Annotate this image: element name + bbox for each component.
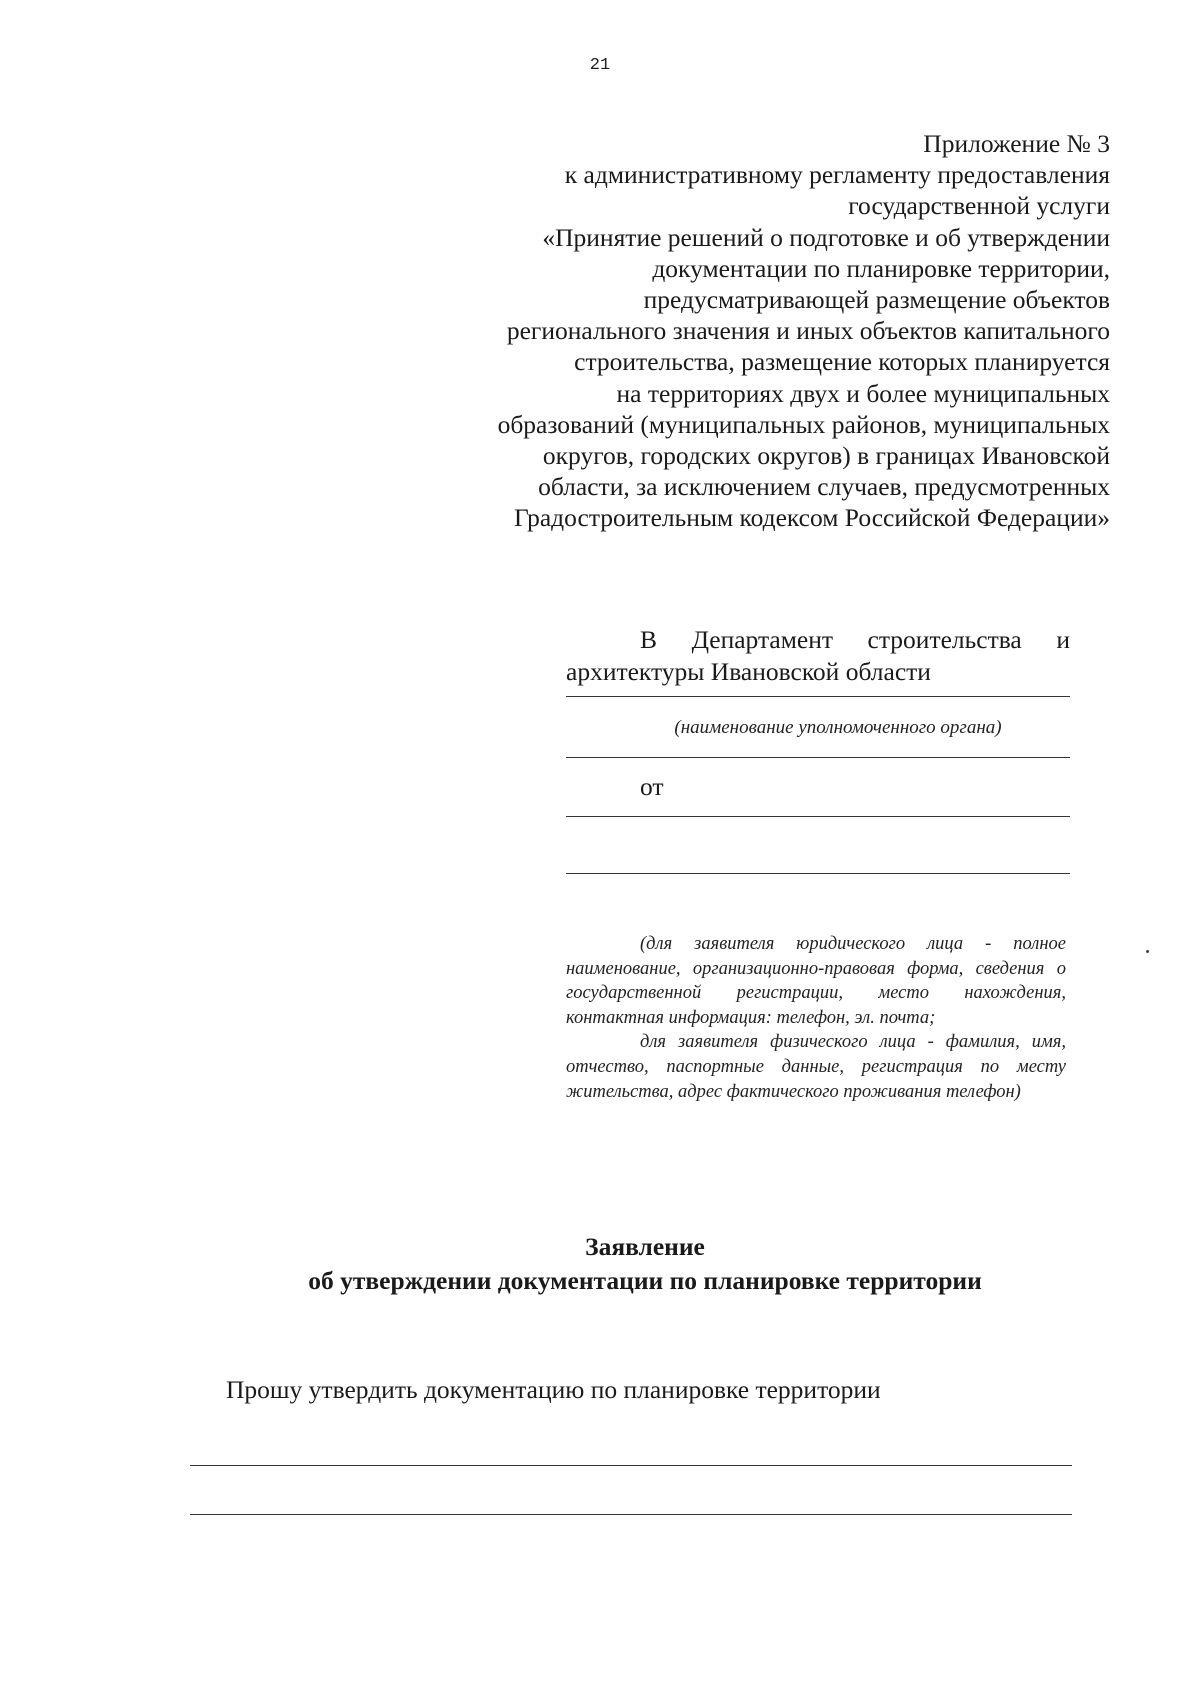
scan-speck xyxy=(1146,950,1149,953)
appendix-line: Градостроительным кодексом Российской Федерации» xyxy=(513,503,1110,533)
applicant-field-line-2[interactable] xyxy=(566,873,1070,874)
authority-underline-2 xyxy=(566,757,1070,758)
appendix-line: предусматривающей размещение объектов xyxy=(643,285,1110,315)
appendix-line: государственной услуги xyxy=(848,191,1110,221)
appendix-line: Приложение № 3 xyxy=(923,129,1110,158)
department-name xyxy=(566,624,1070,688)
department-word: и xyxy=(1056,625,1070,654)
appendix-line: регионального значения и иных объектов капитального xyxy=(506,316,1110,346)
appendix-line: образований (муниципальных районов, муниципальных xyxy=(497,409,1110,439)
appendix-line: «Принятие решений о подготовке и об утверждении xyxy=(542,222,1110,252)
department-line-2: архитектуры Ивановской области xyxy=(566,657,931,686)
statement-title: Заявление xyxy=(585,1232,705,1261)
appendix-line: на территориях двух и более муниципальных xyxy=(616,378,1110,408)
authority-underline xyxy=(566,696,1070,697)
page-number: 21 xyxy=(589,56,611,75)
applicant-instructions xyxy=(566,932,1066,1104)
appendix-header xyxy=(390,128,1110,534)
appendix-line: строительства, размещение которых планируется xyxy=(574,347,1110,377)
department-word: В xyxy=(640,625,658,654)
addressee-block xyxy=(566,624,1070,874)
from-label: от xyxy=(640,772,664,801)
department-word: строительства xyxy=(867,625,1022,654)
appendix-line: округов, городских округов) в границах Ивановской xyxy=(542,441,1110,471)
request-text: Прошу утвердить документацию по планировке территории xyxy=(226,1375,881,1404)
individual-instructions: для заявителя физического лица - фамилия, имя, отчество, паспортные данные, регистрация по месту жительства, адрес фактического проживания телефон) xyxy=(566,1032,1066,1102)
request-field-line-2[interactable] xyxy=(190,1514,1072,1515)
appendix-line: к административному регламенту предоставления xyxy=(564,160,1110,190)
appendix-line: области, за исключением случаев, предусмотренных xyxy=(538,472,1110,502)
appendix-line: документации по планировке территории, xyxy=(652,253,1110,283)
legal-entity-instructions: (для заявителя юридического лица - полное наименование, организационно-правовая форма, сведения о государственной регистрации, место нахождения, контактная информация: телефон, эл. почта; xyxy=(566,934,1066,1028)
authority-caption: (наименование уполномоченного органа) xyxy=(674,717,1002,738)
statement-subtitle: об утверждении документации по планировке территории xyxy=(308,1266,982,1295)
department-word: Департамент xyxy=(691,625,833,654)
request-field-line-1[interactable] xyxy=(190,1465,1072,1466)
statement-heading xyxy=(0,1230,1200,1298)
